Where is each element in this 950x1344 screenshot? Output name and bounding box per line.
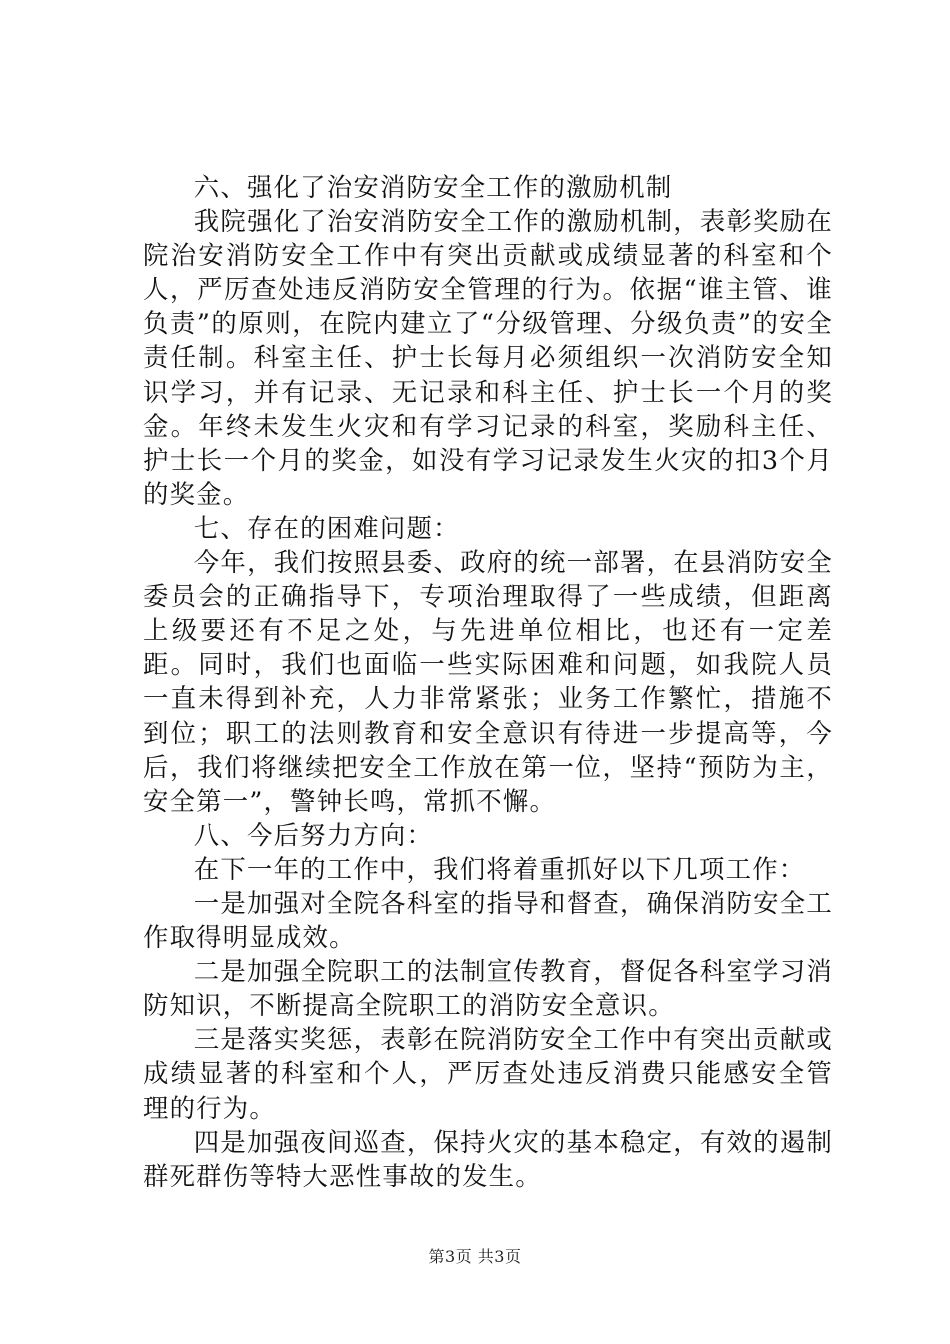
list-item-1: 一是加强对全院各科室的指导和督查，确保消防安全工作取得明显成效。	[143, 887, 833, 953]
list-item-3: 三是落实奖惩，表彰在院消防安全工作中有突出贡献或成绩显著的科室和个人，严厉查处违反消费只能感安全管理的行为。	[143, 1024, 833, 1123]
list-item-2: 二是加强全院职工的法制宣传教育，督促各科室学习消防知识，不断提高全院职工的消防安全意识。	[143, 956, 833, 1021]
section-heading-8: 八、今后努力方向：	[193, 819, 434, 850]
paragraph-next-year-intro: 在下一年的工作中，我们将着重抓好以下几项工作：	[193, 853, 806, 884]
section-heading-6: 六、强化了治安消防安全工作的激励机制	[193, 172, 673, 202]
list-item-4: 四是加强夜间巡查，保持火灾的基本稳定，有效的遏制群死群伤等特大恶性事故的发生。	[143, 1126, 833, 1191]
document-body	[143, 170, 833, 1193]
paragraph-difficulties: 今年，我们按照县委、政府的统一部署，在县消防安全委员会的正确指导下，专项治理取得了一些成绩，但距离上级要还有不足之处，与先进单位相比，也还有一定差距。同时，我们也面临一些实际困难和问题，如我院人员一直未得到补充，人力非常紧张；业务工作繁忙，措施不到位；职工的法则教育和安全意识有待进一步提高等，今后，我们将继续把安全工作放在第一位，坚持“预防为主，安全第一”，警钟长鸣，常抓不懈。	[143, 547, 833, 816]
section-heading-7: 七、存在的困难问题：	[193, 512, 460, 543]
paragraph-incentive-mechanism: 我院强化了治安消防安全工作的激励机制，表彰奖励在院治安消防安全工作中有突出贡献或成绩显著的科室和个人，严厉查处违反消防安全管理的行为。依据“谁主管、谁负责”的原则，在院内建立了“分级管理、分级负责”的安全责任制。科室主任、护士长每月必须组织一次消防安全知识学习，并有记录、无记录和科主任、护士长一个月的奖金。年终未发生火灾和有学习记录的科室，奖励科主任、护士长一个月的奖金，如没有学习记录发生火灾的扣3个月的奖金。	[143, 206, 833, 509]
page-number-footer: 第3页 共3页	[428, 1247, 522, 1266]
